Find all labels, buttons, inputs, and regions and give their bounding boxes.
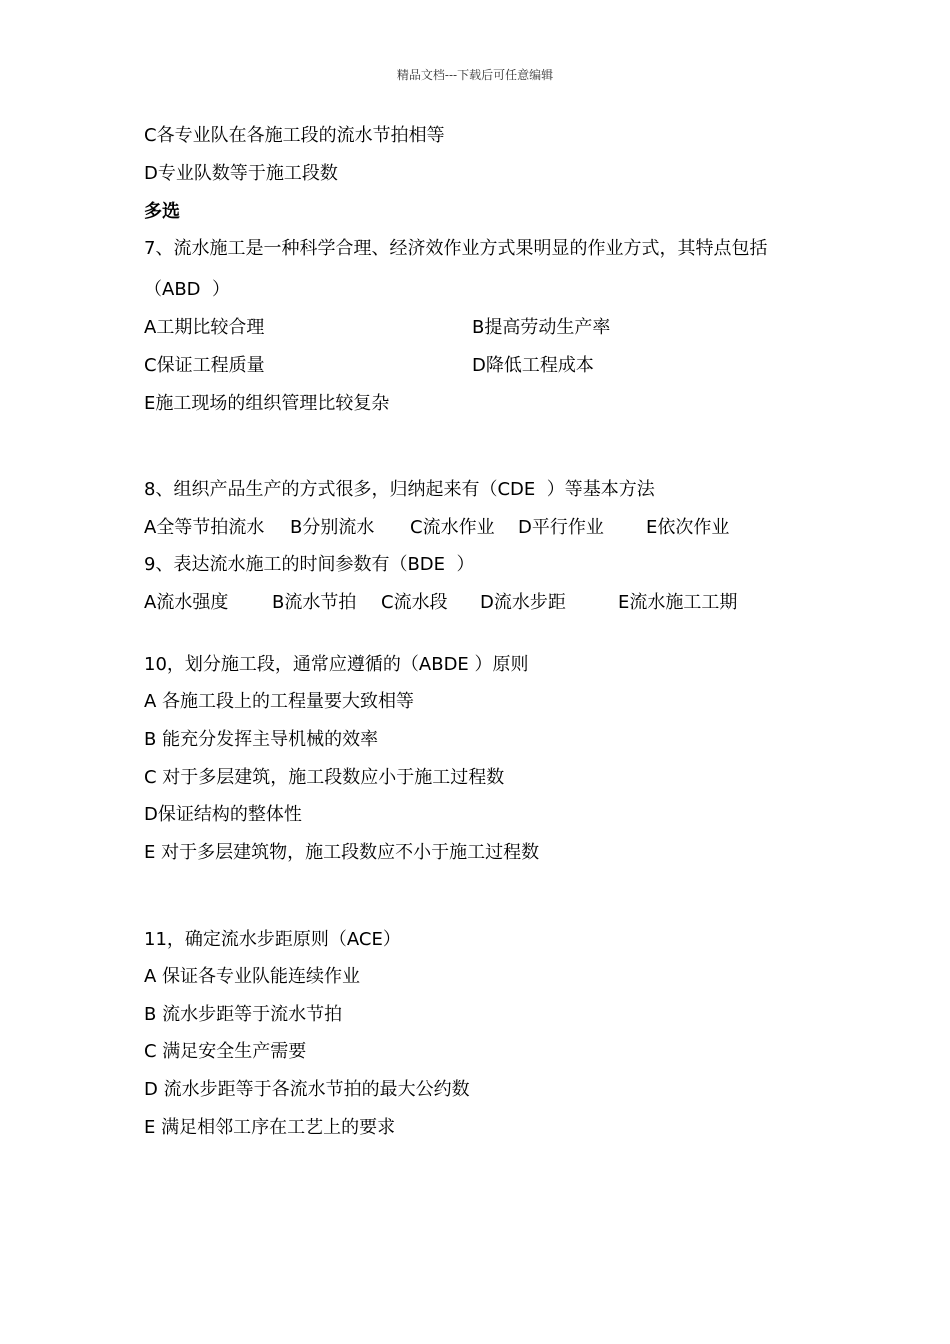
q8-option-b: B分别流水	[290, 517, 375, 538]
q8-option-d: D平行作业	[518, 517, 604, 538]
prev-option-d: D专业队数等于施工段数	[144, 163, 338, 184]
q9-stem: 9、表达流水施工的时间参数有（BDE ）	[144, 554, 475, 575]
q10-option-d: D保证结构的整体性	[144, 804, 302, 825]
q7-option-b: B提高劳动生产率	[472, 317, 611, 338]
q8-option-a: A全等节拍流水	[144, 517, 265, 538]
q11-option-a: A 保证各专业队能连续作业	[144, 966, 361, 987]
q11-stem: 11，确定流水步距原则（ACE）	[144, 929, 401, 950]
q8-stem: 8、组织产品生产的方式很多，归纳起来有（CDE ）等基本方法	[144, 479, 655, 500]
q7-option-c: C保证工程质量	[144, 355, 265, 376]
section-title: 多选	[144, 201, 180, 222]
q9-option-c: C流水段	[381, 592, 448, 613]
q9-option-b: B流水节拍	[272, 592, 357, 613]
q7-answer: （ABD ）	[144, 279, 230, 300]
q7-option-a: A工期比较合理	[144, 317, 265, 338]
q9-option-d: D流水步距	[480, 592, 566, 613]
q7-stem: 7、流水施工是一种科学合理、经济效作业方式果明显的作业方式，其特点包括	[144, 238, 768, 259]
q9-option-e: E流水施工工期	[618, 592, 738, 613]
prev-option-c: C各专业队在各施工段的流水节拍相等	[144, 125, 445, 146]
q10-option-e: E 对于多层建筑物，施工段数应不小于施工过程数	[144, 842, 540, 863]
q8-option-c: C流水作业	[410, 517, 495, 538]
q7-option-e: E施工现场的组织管理比较复杂	[144, 393, 390, 414]
q10-option-b: B 能充分发挥主导机械的效率	[144, 729, 379, 750]
q7-option-d: D降低工程成本	[472, 355, 594, 376]
q8-option-e: E依次作业	[646, 517, 730, 538]
page-header: 精品文档---下载后可任意编辑	[396, 68, 554, 82]
q10-stem: 10，划分施工段，通常应遵循的（ABDE ）原则	[144, 654, 529, 675]
q11-option-e: E 满足相邻工序在工艺上的要求	[144, 1117, 396, 1138]
q11-option-c: C 满足安全生产需要	[144, 1041, 307, 1062]
q11-option-b: B 流水步距等于流水节拍	[144, 1004, 343, 1025]
q10-option-c: C 对于多层建筑，施工段数应小于施工过程数	[144, 767, 505, 788]
q11-option-d: D 流水步距等于各流水节拍的最大公约数	[144, 1079, 470, 1100]
q10-option-a: A 各施工段上的工程量要大致相等	[144, 691, 415, 712]
q9-option-a: A流水强度	[144, 592, 229, 613]
